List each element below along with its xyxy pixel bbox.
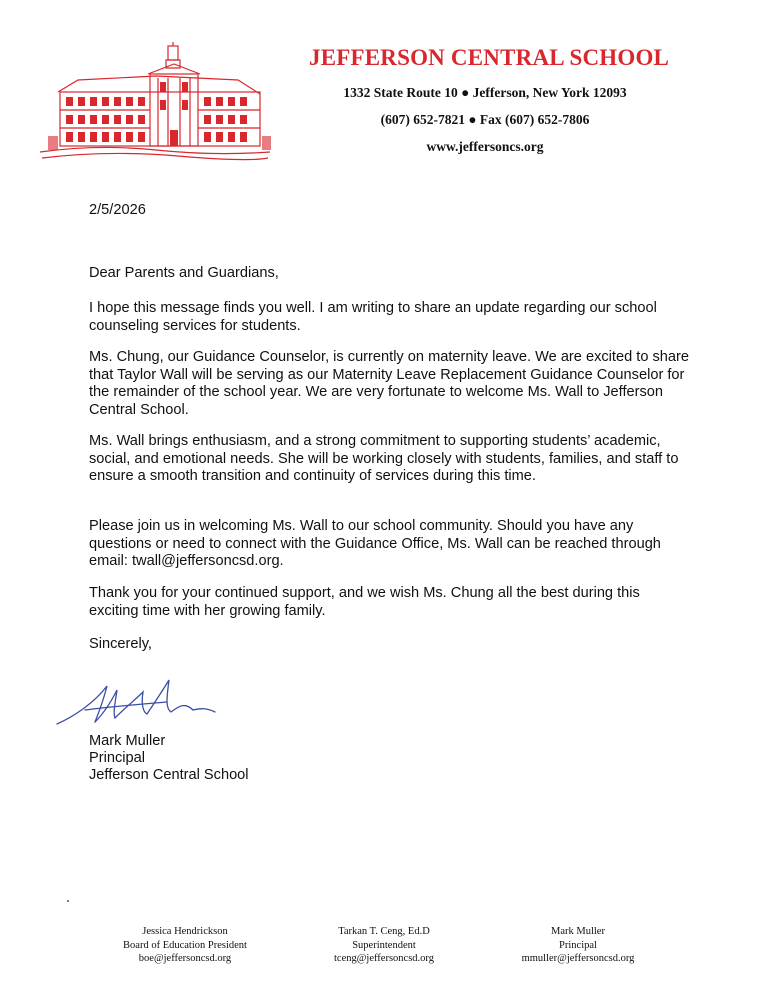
footer-board-president	[85, 925, 285, 966]
letter-closing: Sincerely,	[89, 636, 152, 652]
letter-salutation: Dear Parents and Guardians,	[89, 265, 279, 281]
signer-organization: Jefferson Central School	[89, 767, 249, 783]
footer-name: Jessica Hendrickson	[142, 926, 228, 937]
footer-title: Superintendent	[352, 939, 416, 951]
footer-email: boe@jeffersoncsd.org	[138, 953, 232, 964]
letter-paragraph-1: I hope this message finds you well. I am writing to share an update regarding our school counseling services for students.	[89, 300, 657, 334]
letter-paragraph-3: Ms. Wall brings enthusiasm, and a strong commitment to supporting students’ academic, social, and emotional needs. She will be working closely with students, families, and staff to ensure a smooth transition and continuity of services during this time.	[89, 433, 679, 484]
letter-paragraph-4: Please join us in welcoming Ms. Wall to our school community. Should you have any questions or need to connect with the Guidance Office, Ms. Wall can be reached through email: twall@jeffersoncsd.org.	[89, 518, 661, 569]
letter-paragraph-2: Ms. Chung, our Guidance Counselor, is currently on maternity leave. We are excited to share that Taylor Wall will be serving as our Maternity Leave Replacement Guidance Counselor for the remainder of the school year. We are very fortunate to welcome Ms. Wall to Jefferson Central School.	[89, 349, 689, 418]
scan-speck	[67, 900, 69, 902]
signer-name: Mark Muller	[89, 733, 166, 749]
footer-superintendent	[284, 925, 484, 966]
footer-name: Tarkan T. Ceng, Ed.D	[338, 926, 430, 937]
school-address: 1332 State Route 10 ● Jefferson, New York 12093	[343, 85, 627, 100]
footer-email: mmuller@jeffersoncsd.org	[521, 953, 635, 964]
school-website: www.jeffersoncs.org	[426, 139, 544, 154]
signature-mark	[55, 672, 225, 734]
school-phone-fax: (607) 652-7821 ● Fax (607) 652-7806	[380, 112, 590, 127]
footer-principal	[478, 925, 678, 966]
footer-title: Board of Education President	[123, 939, 247, 951]
school-building-icon	[38, 40, 273, 168]
school-name: JEFFERSON CENTRAL SCHOOL	[309, 45, 670, 70]
letter-date: 2/5/2026	[89, 202, 146, 218]
footer-title: Principal	[559, 939, 597, 951]
letter-paragraph-5: Thank you for your continued support, and we wish Ms. Chung all the best during this exciting time with her growing family.	[89, 585, 640, 619]
signer-title: Principal	[89, 750, 145, 766]
footer-name: Mark Muller	[551, 926, 605, 937]
footer-email: tceng@jeffersoncsd.org	[334, 953, 434, 964]
